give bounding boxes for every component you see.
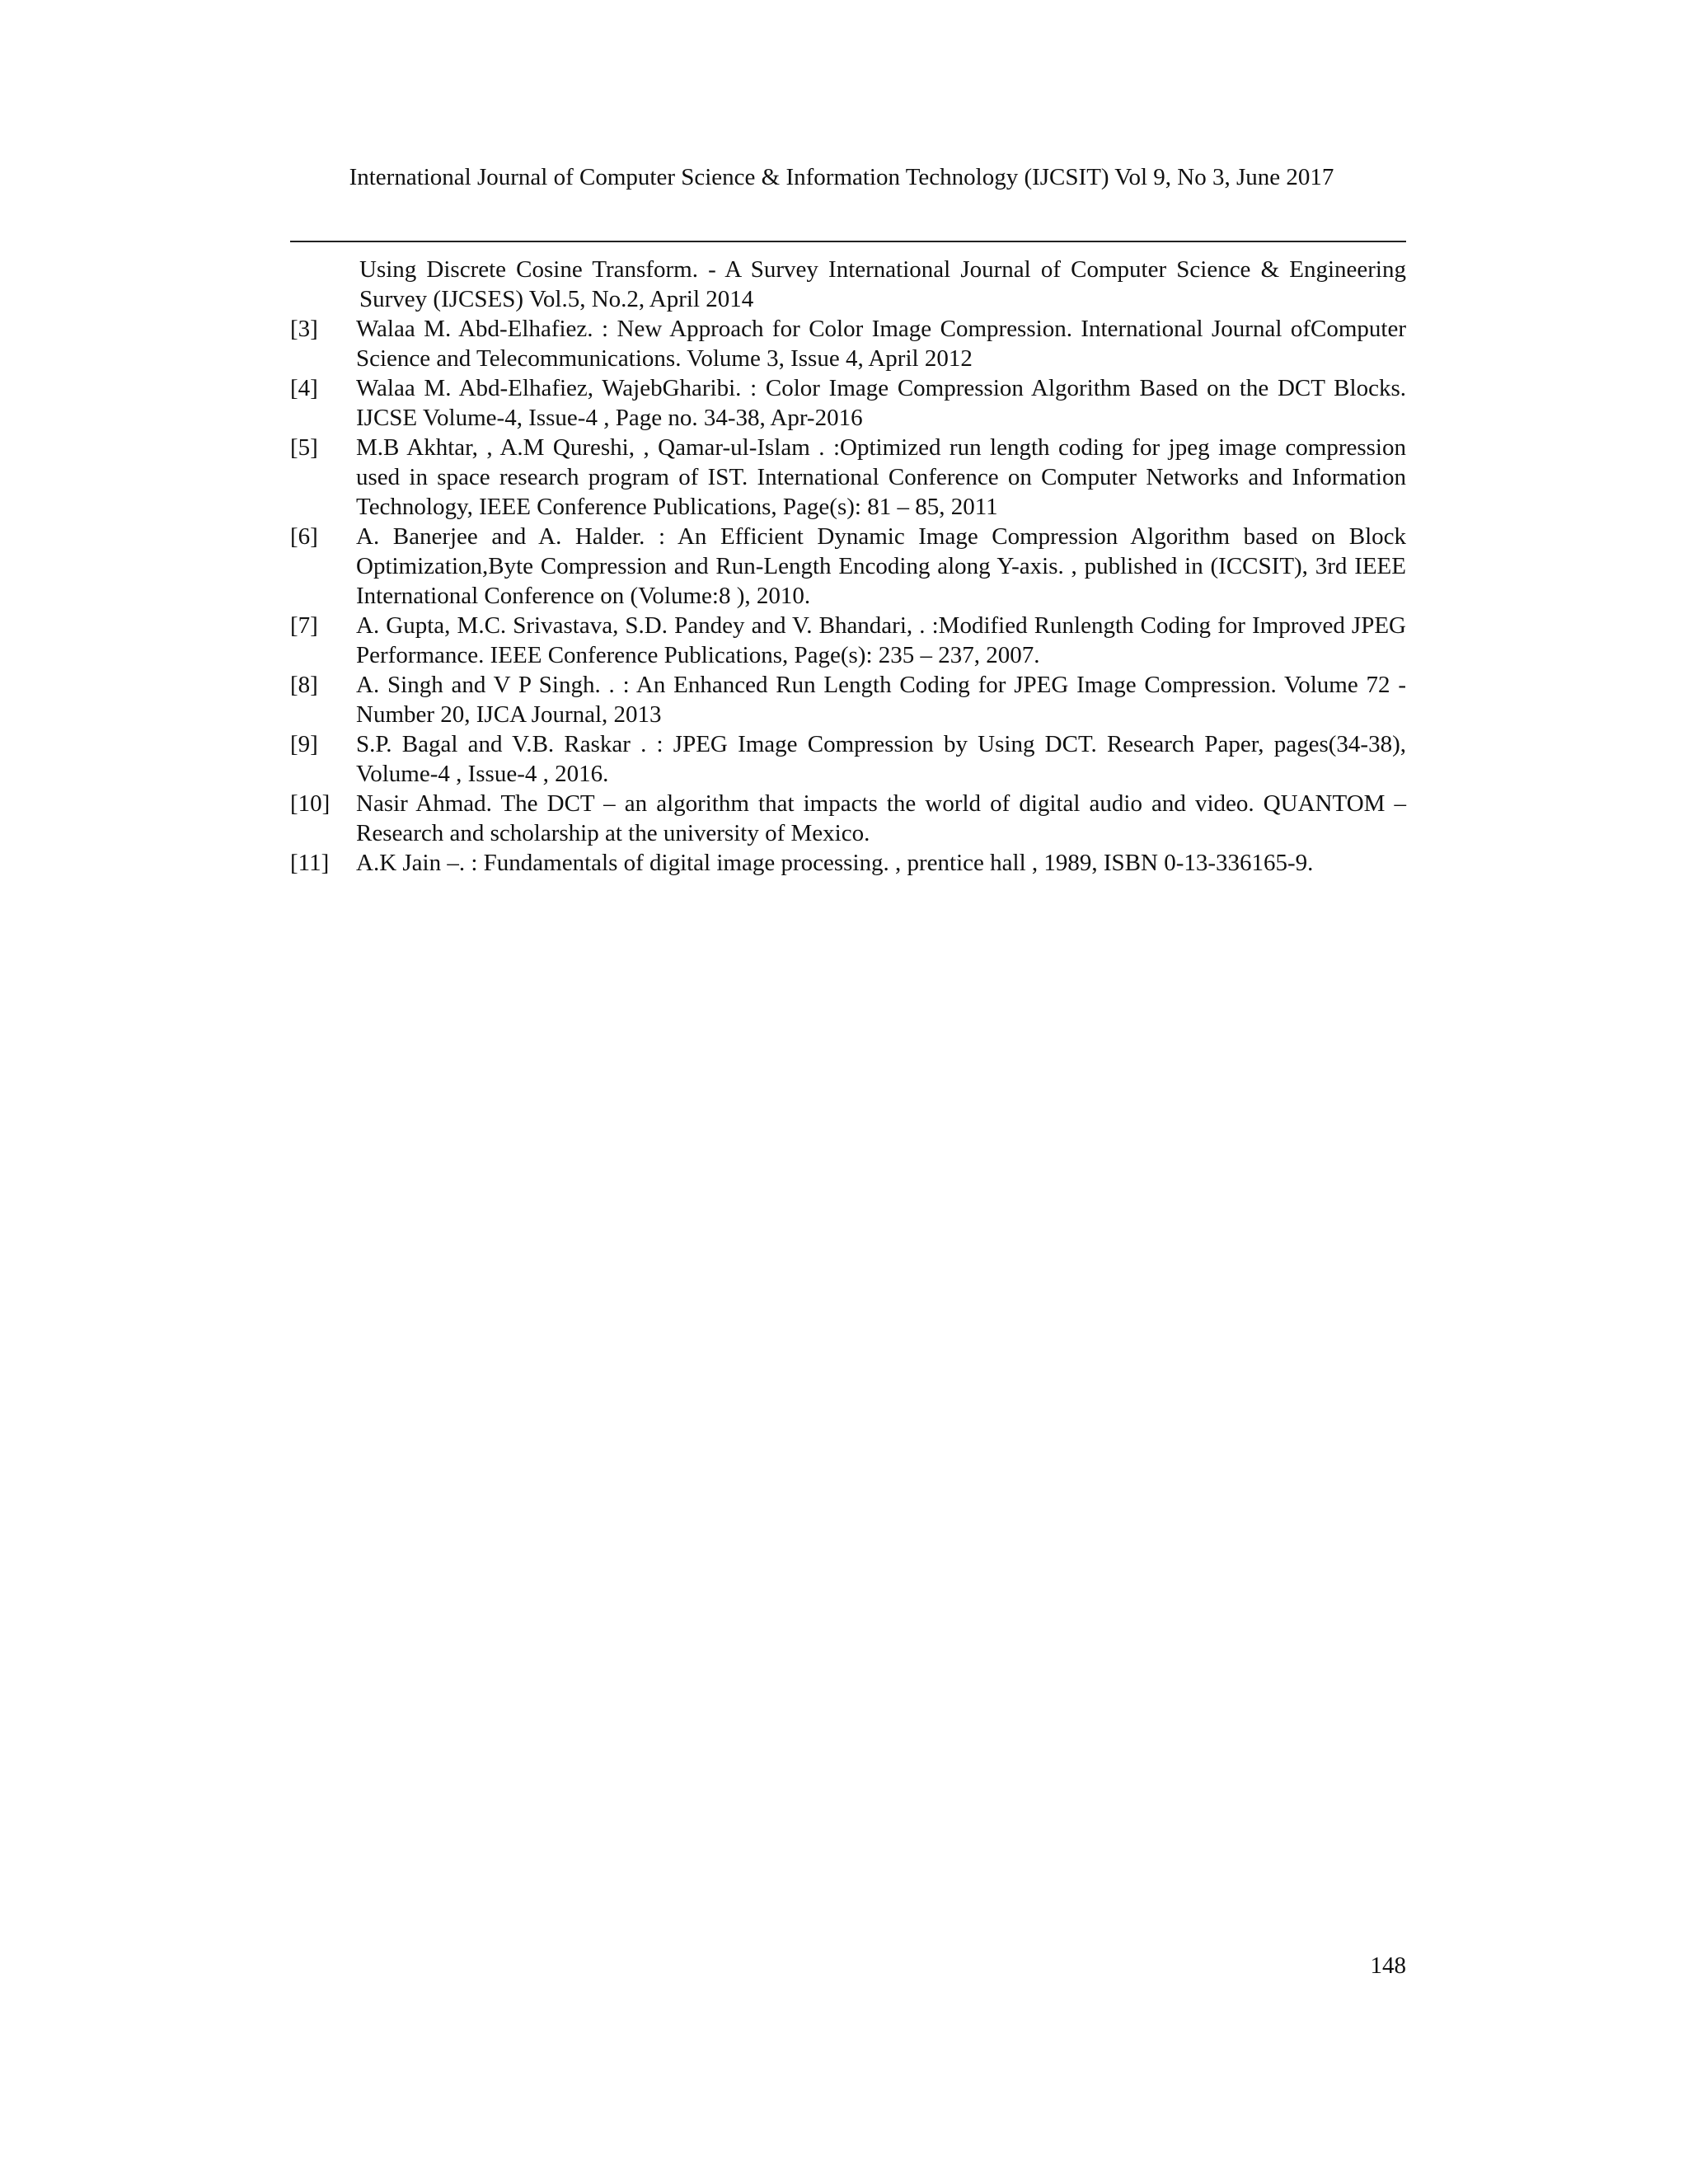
reference-text: A. Gupta, M.C. Srivastava, S.D. Pandey and V. Bhandari, . :Modified Runlength Coding for Improved JPEG Performance. IEEE Conference Publications, Page(s): 235 – 237, 2007. <box>356 612 1406 668</box>
reference-number: [5] <box>290 434 318 461</box>
reference-number: [3] <box>290 316 318 342</box>
reference-text: S.P. Bagal and V.B. Raskar . : JPEG Image Compression by Using DCT. Research Paper, pages(34-38), Volume-4 , Issue-4 , 2016. <box>356 731 1406 787</box>
reference-item <box>290 729 1406 789</box>
reference-item <box>290 522 1406 611</box>
reference-item <box>290 789 1406 848</box>
reference-number: [6] <box>290 523 318 550</box>
reference-item <box>290 611 1406 670</box>
reference-number: [10] <box>290 790 331 817</box>
reference-text: M.B Akhtar, , A.M Qureshi, , Qamar-ul-Islam . :Optimized run length coding for jpeg image compression used in space research program of IST. International Conference on Computer Networks and Information Technology, IEEE Conference Publications, Page(s): 81 – 85, 2011 <box>356 434 1406 520</box>
reference-item <box>290 670 1406 729</box>
running-header: International Journal of Computer Science & Information Technology (IJCSIT) Vol 9, No 3, June 2017 <box>349 164 1334 190</box>
reference-item <box>290 848 1406 878</box>
reference-number: [9] <box>290 731 318 757</box>
reference-text: A.K Jain –. : Fundamentals of digital image processing. , prentice hall , 1989, ISBN 0-13-336165-9. <box>356 850 1314 876</box>
reference-text: Nasir Ahmad. The DCT – an algorithm that impacts the world of digital audio and video. QUANTOM – Research and scholarship at the university of Mexico. <box>356 790 1406 846</box>
reference-text: Walaa M. Abd-Elhafiez, WajebGharibi. : Color Image Compression Algorithm Based on the DCT Blocks. IJCSE Volume-4, Issue-4 , Page no. 34-38, Apr-2016 <box>356 375 1406 431</box>
page-number: 148 <box>1370 1952 1406 1979</box>
reference-number: [7] <box>290 612 318 639</box>
reference-text: Walaa M. Abd-Elhafiez. : New Approach for Color Image Compression. International Journal ofComputer Science and Telecommunications. Volume 3, Issue 4, April 2012 <box>356 316 1406 372</box>
reference-text: A. Singh and V P Singh. . : An Enhanced Run Length Coding for JPEG Image Compression. Volume 72 - Number 20, IJCA Journal, 2013 <box>356 672 1406 728</box>
reference-number: [11] <box>290 850 330 876</box>
reference-item <box>290 433 1406 522</box>
reference-number: [8] <box>290 672 318 698</box>
reference-item <box>290 255 1406 314</box>
reference-text: Using Discrete Cosine Transform. - A Survey International Journal of Computer Science & Engineering Survey (IJCSES) Vol.5, No.2, April 2014 <box>359 256 1406 312</box>
reference-item <box>290 314 1406 373</box>
reference-list <box>290 255 1406 878</box>
header-divider <box>290 241 1406 242</box>
reference-number: [4] <box>290 375 318 401</box>
reference-text: A. Banerjee and A. Halder. : An Efficient Dynamic Image Compression Algorithm based on Block Optimization,Byte Compression and Run-Length Encoding along Y-axis. , published in (ICCSIT), 3rd IEEE International Conference on (Volume:8 ), 2010. <box>356 523 1406 609</box>
reference-item <box>290 373 1406 433</box>
